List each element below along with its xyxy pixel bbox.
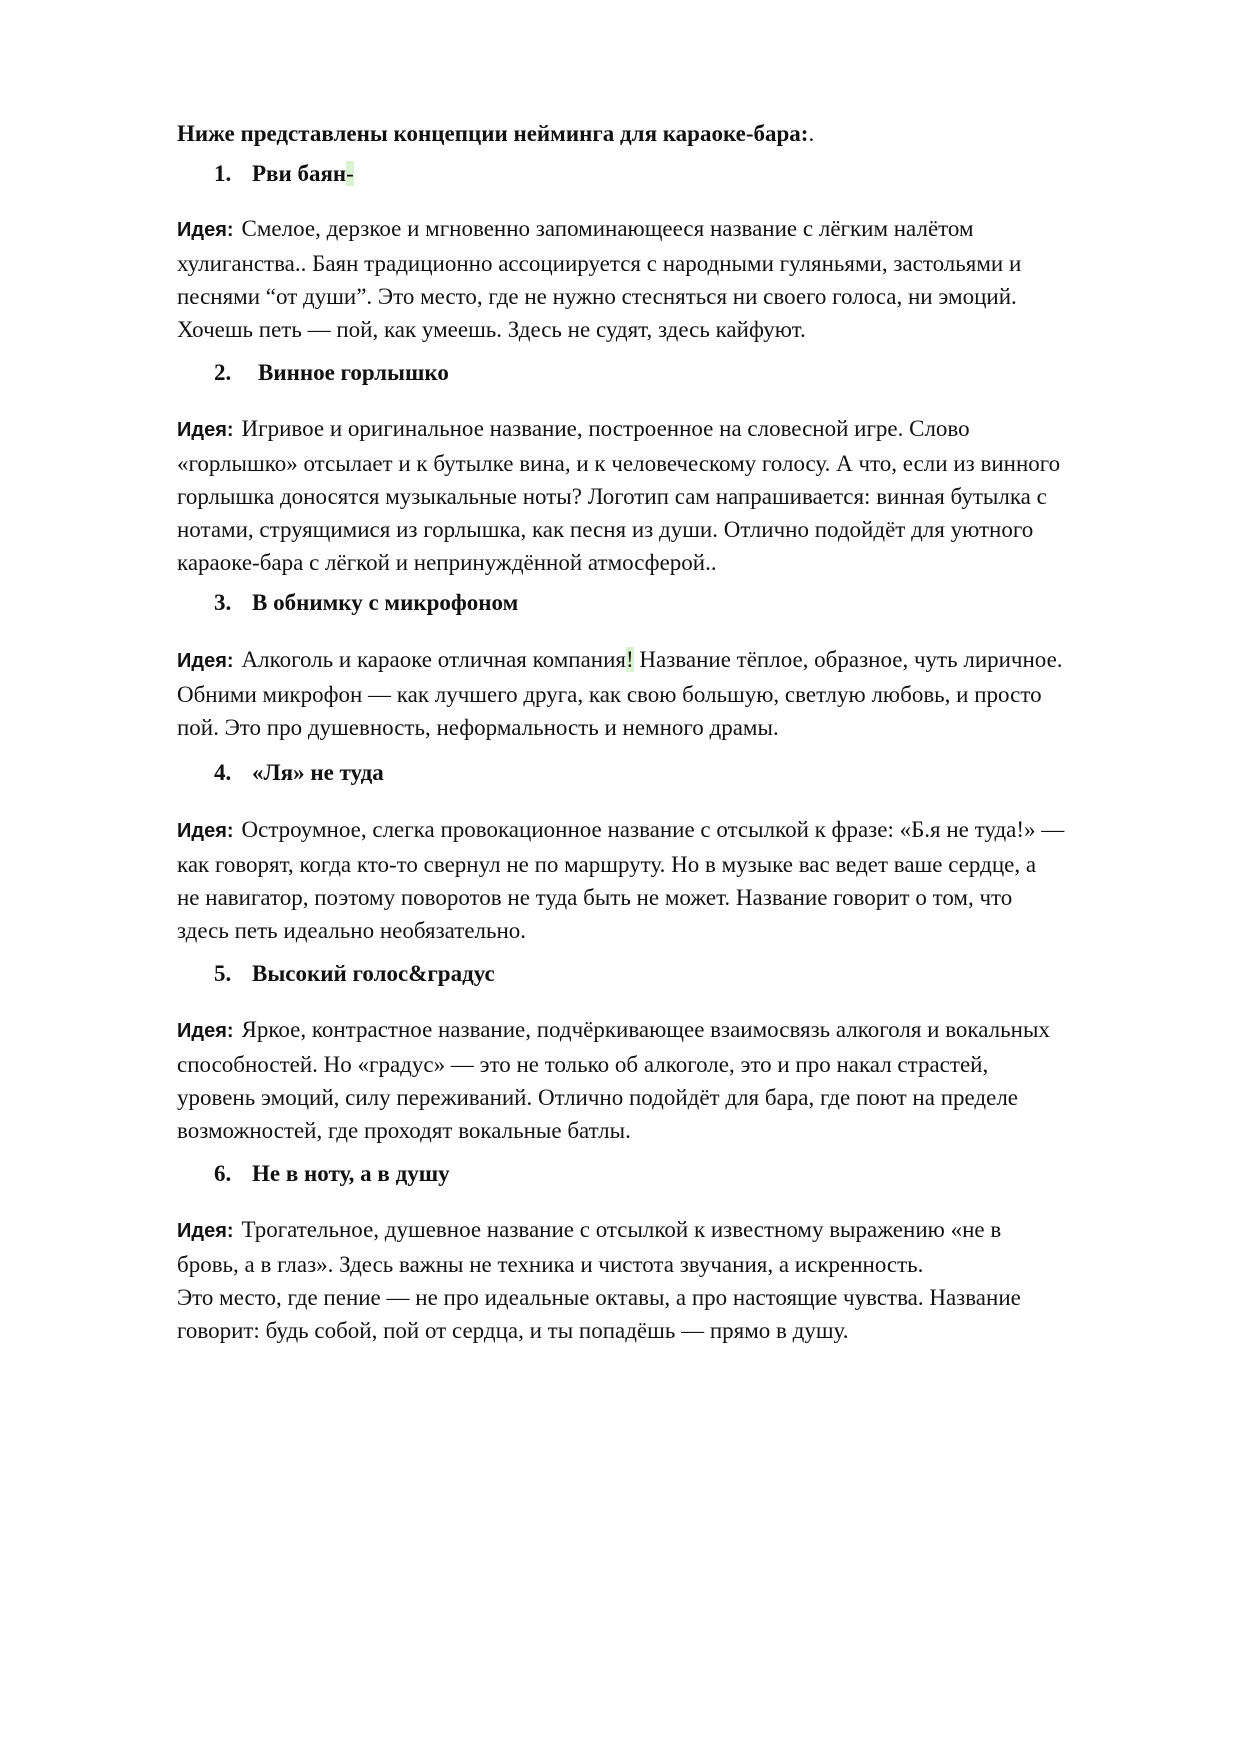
idea-line: Идея: Трогательное, душевное название с отсылкой к известному выражению «не в [177, 1217, 1002, 1242]
idea-line: Обними микрофон — как лучшего друга, как свою большую, светлую любовь, и просто [177, 682, 1042, 707]
concept-name: В обнимку с микрофоном [252, 590, 519, 615]
idea-line: возможностей, где проходят вокальные батлы. [177, 1118, 631, 1143]
concept-title-5 [214, 958, 495, 990]
concept-number: 5. [214, 961, 232, 986]
idea-line: нотами, струящимися из горлышка, как песня из души. Отлично подойдёт для уютного [177, 517, 1034, 542]
idea-label: Идея: [177, 1220, 234, 1242]
idea-line: Это место, где пение — не про идеальные октавы, а про настоящие чувства. Название [177, 1285, 1021, 1310]
idea-line: Идея: Игривое и оригинальное название, построенное на словесной игре. Слово [177, 416, 970, 441]
highlight-mark: ! [625, 647, 634, 672]
idea-label: Идея: [177, 219, 234, 241]
concept-idea-4 [177, 813, 1157, 947]
idea-label: Идея: [177, 820, 234, 842]
concept-number: 2. [214, 360, 232, 385]
concept-number: 6. [214, 1161, 232, 1186]
idea-label: Идея: [177, 419, 234, 441]
concept-name: Не в ноту, а в душу [252, 1161, 450, 1186]
concept-number: 3. [214, 590, 232, 615]
idea-label: Идея: [177, 650, 234, 672]
concept-title-6 [214, 1158, 450, 1190]
concept-name: Винное горлышко [258, 360, 449, 385]
idea-label: Идея: [177, 1020, 234, 1042]
concept-name: Высокий голос&градус [252, 961, 495, 986]
idea-line: хулиганства.. Баян традиционно ассоциируется с народными гуляньями, застольями и [177, 251, 1022, 276]
concept-title-4 [214, 757, 384, 789]
idea-line: Идея: Смелое, дерзкое и мгновенно запоминающееся название с лёгким налётом [177, 216, 974, 241]
concept-number: 1. [214, 161, 232, 186]
concept-number: 4. [214, 760, 232, 785]
idea-line: здесь петь идеально необязательно. [177, 918, 527, 943]
concept-idea-2 [177, 412, 1157, 579]
idea-line: песнями “от души”. Это место, где не нужно стесняться ни своего голоса, ни эмоций. [177, 284, 1017, 309]
idea-line: караоке-бара с лёгкой и непринуждённой атмосферой.. [177, 550, 717, 575]
concept-idea-5 [177, 1013, 1157, 1147]
idea-line: «горлышко» отсылает и к бутылке вина, и к человеческому голосу. А что, если из винного [177, 451, 1061, 476]
concept-title-3 [214, 587, 518, 619]
idea-line: способностей. Но «градус» — это не только об алкоголе, это и про накал страстей, [177, 1052, 989, 1077]
concept-name: Рви баян [252, 161, 347, 186]
highlight-mark: - [346, 161, 354, 186]
idea-line: Идея: Яркое, контрастное название, подчёркивающее взаимосвязь алкоголя и вокальных [177, 1017, 1050, 1042]
concept-idea-6 [177, 1213, 1157, 1347]
idea-line: как говорят, когда кто-то свернул не по маршруту. Но в музыке вас ведет ваше сердце, а [177, 852, 1037, 877]
intro-tail: . [808, 121, 815, 146]
idea-line: бровь, а в глаз». Здесь важны не техника и чистота звучания, а искренность. [177, 1252, 924, 1277]
idea-line: Идея: Алкоголь и караоке отличная компания! Название тёплое, образное, чуть лиричное. [177, 647, 1063, 672]
idea-line: не навигатор, поэтому поворотов не туда быть не может. Название говорит о том, что [177, 885, 1013, 910]
intro-heading [177, 118, 814, 150]
idea-line: горлышка доносятся музыкальные ноты? Логотип сам напрашивается: винная бутылка с [177, 484, 1047, 509]
idea-line: уровень эмоций, силу переживаний. Отлично подойдёт для бара, где поют на пределе [177, 1085, 1019, 1110]
idea-line: Хочешь петь — пой, как умеешь. Здесь не судят, здесь кайфуют. [177, 317, 806, 342]
idea-line: пой. Это про душевность, неформальность и немного драмы. [177, 715, 779, 740]
intro-text: Ниже представлены концепции нейминга для караоке-бара: [177, 121, 809, 146]
concept-name: «Ля» не туда [252, 760, 384, 785]
idea-line: Идея: Остроумное, слегка провокационное название с отсылкой к фразе: «Б.я не туда!» — [177, 817, 1065, 842]
concept-idea-3 [177, 643, 1157, 744]
concept-idea-1 [177, 212, 1157, 346]
concept-title-2 [214, 357, 449, 389]
concept-title-1 [214, 158, 354, 190]
idea-line: говорит: будь собой, пой от сердца, и ты попадёшь — прямо в душу. [177, 1318, 849, 1343]
